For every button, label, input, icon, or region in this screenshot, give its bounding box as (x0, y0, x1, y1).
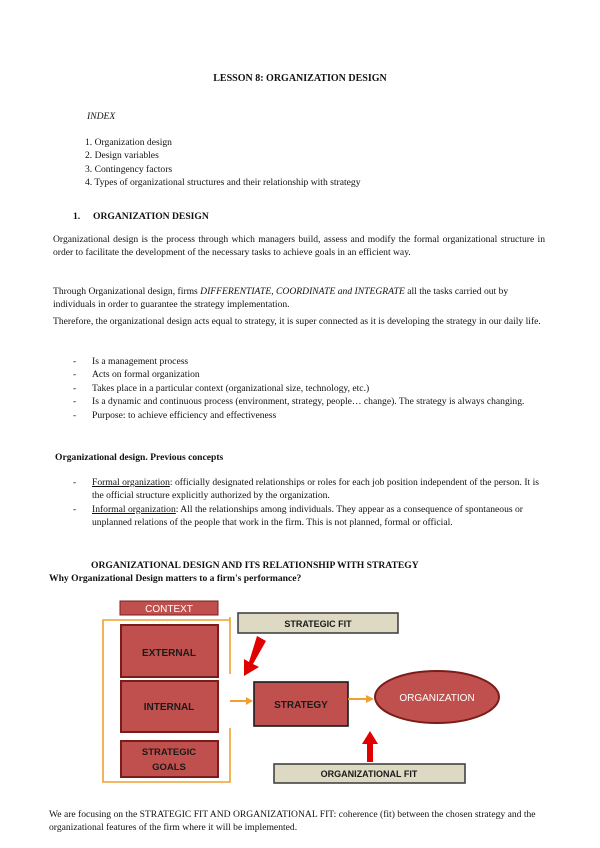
strategy-label: STRATEGY (274, 700, 328, 711)
index-item: 1. Organization design (85, 137, 172, 148)
definition: : All the relationships among individuals. They appear as a consequence of spontaneous or unplanned relations of the people that work in the firm. This is not planned, formal or official. (92, 503, 523, 529)
strategy-to-organization-arrowhead (366, 695, 374, 703)
context-label: CONTEXT (145, 604, 193, 615)
strategic-goals-label: STRATEGIC (141, 747, 197, 758)
paragraph: Therefore, the organizational design acts equal to strategy, it is super connected as it is developing the strategy in our daily life. (53, 316, 541, 327)
term: Formal organization (92, 477, 170, 488)
strategic-fit-arrow (244, 636, 266, 676)
emphasis-text: DIFFERENTIATE, COORDINATE and INTEGRATE (200, 286, 405, 297)
index-item: 2. Design variables (85, 150, 159, 162)
page-title: LESSON 8: ORGANIZATION DESIGN (213, 73, 387, 84)
text-run: all the tasks carried out by individuals in order to guarantee the strategy implementation. (53, 286, 509, 311)
index-item: 4. Types of organizational structures and their relationship with strategy (85, 177, 361, 189)
list-item: - Is a dynamic and continuous process (environment, strategy, people… change). The strategy is always changing. (73, 395, 545, 408)
organizational-fit-label: ORGANIZATIONAL FIT (320, 769, 418, 779)
section-subheading: Why Organizational Design matters to a firm's performance? (49, 573, 302, 584)
term: Informal organization (92, 503, 176, 515)
list-item: - Takes place in a particular context (organizational size, technology, etc.) (73, 382, 545, 395)
text-run: Through Organizational design, firms (53, 286, 201, 297)
paragraph: We are focusing on the STRATEGIC FIT AND ORGANIZATIONAL FIT: coherence (fit) between the chosen strategy and the organizational features of the firm where it will be implemented. (49, 809, 536, 834)
index-heading: INDEX (87, 111, 116, 122)
section-heading: ORGANIZATIONAL DESIGN AND ITS RELATIONSHIP WITH STRATEGY (91, 560, 419, 571)
definition: : officially designated relationships or roles for each job position independent of the person. It is the official structure explicitly authorized by the organization. (92, 477, 539, 502)
section-title: ORGANIZATION DESIGN (93, 211, 209, 222)
paragraph: Organizational design is the process through which managers build, assess and modify the formal organizational structure in order to facilitate the development of the necessary tasks to achieve goals in an efficient way. (53, 234, 545, 259)
internal-label: INTERNAL (143, 702, 195, 713)
organization-label: ORGANIZATION (399, 693, 475, 704)
strategic-fit-label: STRATEGIC FIT (284, 619, 352, 629)
list-item: - Acts on formal organization (73, 368, 545, 381)
organizational-fit-arrow (362, 731, 378, 762)
list-item: - Is a management process (73, 355, 545, 368)
concepts-heading: Organizational design. Previous concepts (55, 452, 224, 463)
external-label: EXTERNAL (142, 648, 196, 659)
list-item: - Purpose: to achieve efficiency and effectiveness (73, 409, 545, 422)
context-to-strategy-arrowhead (246, 697, 253, 705)
section-number: 1. (73, 211, 81, 222)
strategic-goals-label: GOALS (152, 762, 186, 773)
index-item: 3. Contingency factors (85, 163, 173, 175)
